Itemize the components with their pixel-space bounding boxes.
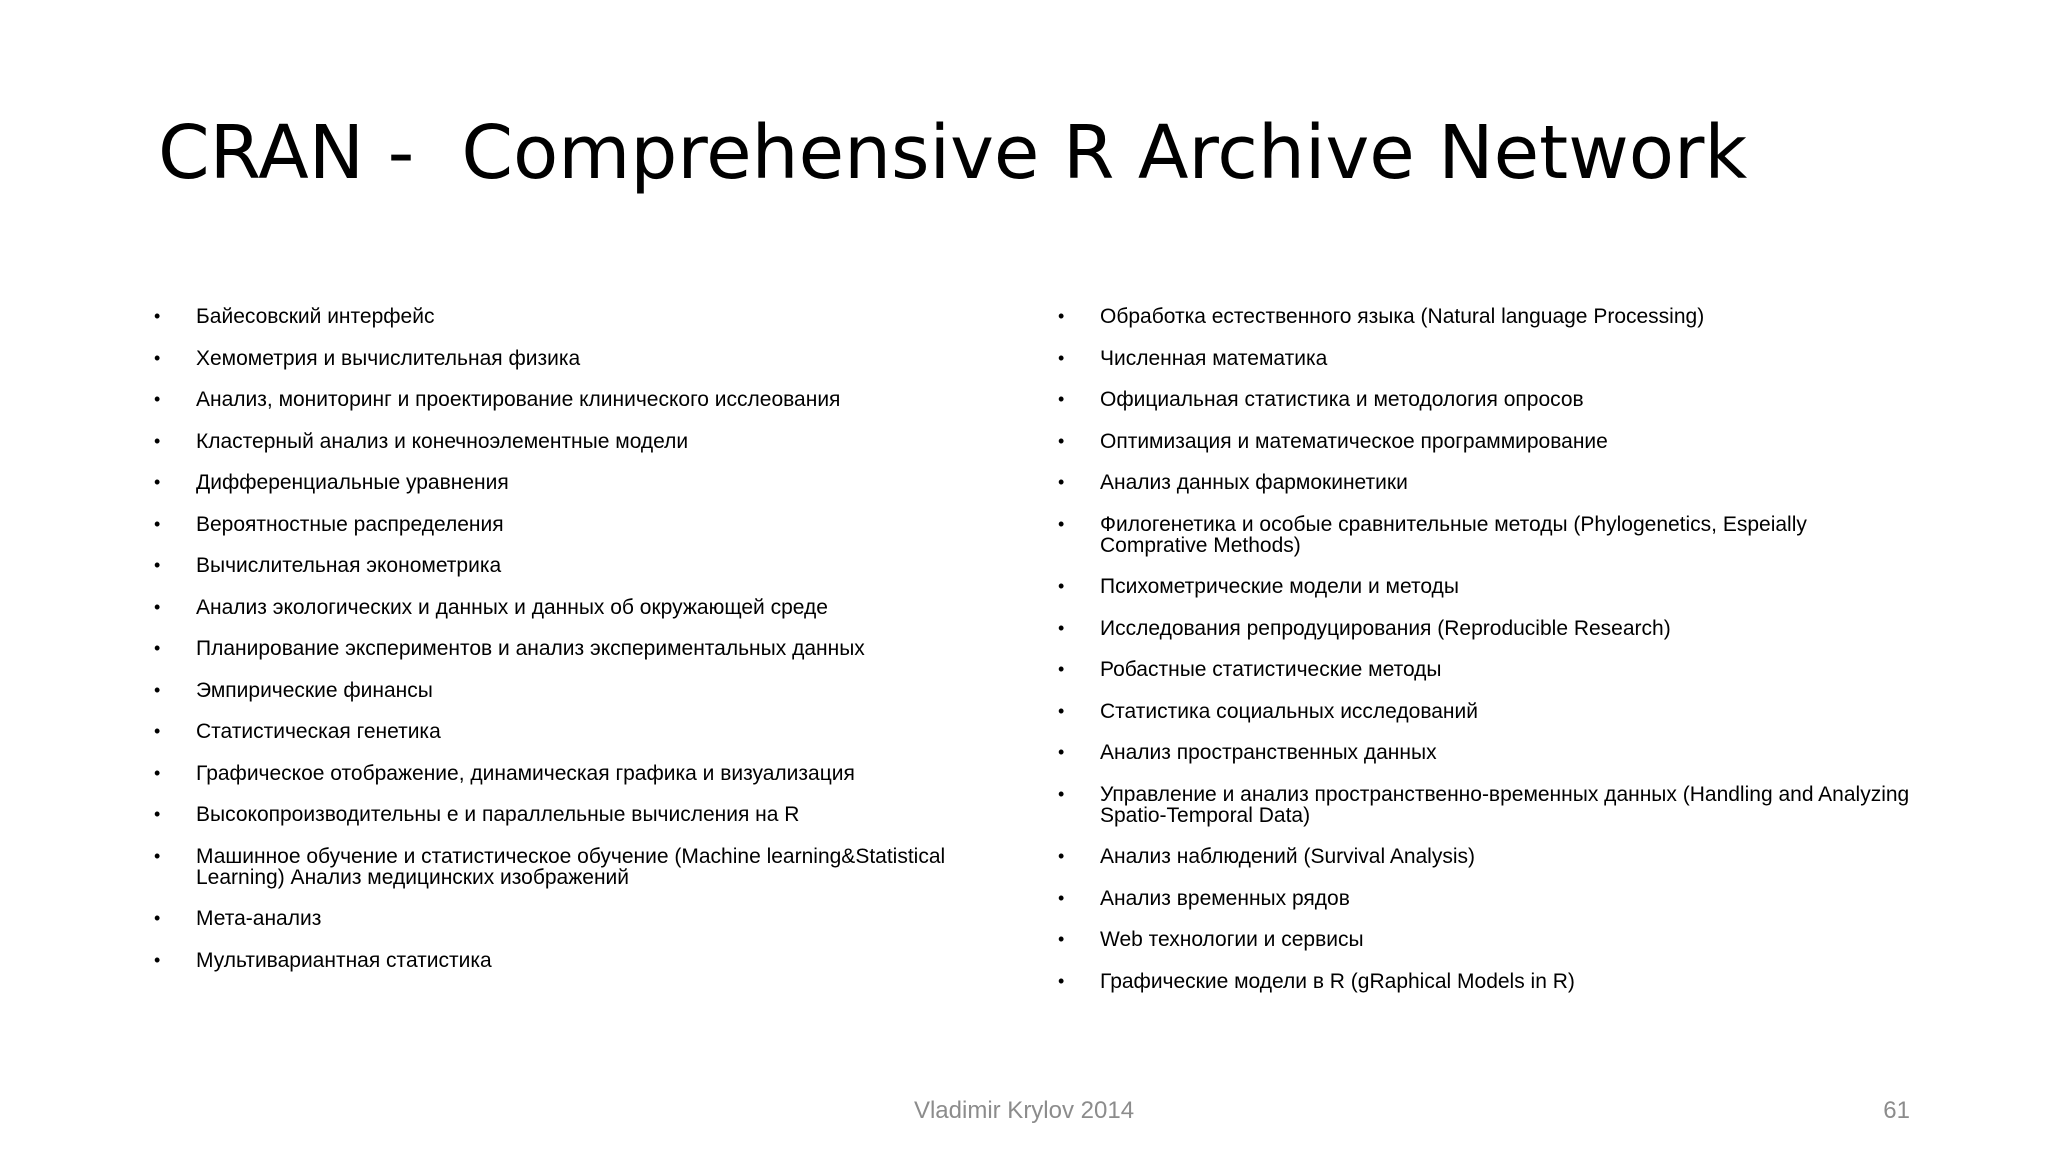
- list-item-text: Эмпирические финансы: [196, 678, 433, 702]
- bullet-icon: •: [1058, 576, 1065, 596]
- bullet-icon: •: [154, 513, 161, 534]
- bullet-icon: •: [1058, 846, 1065, 866]
- bullet-icon: •: [154, 721, 161, 741]
- list-item-text: Исследования репродуцирования (Reproducible Research): [1100, 616, 1671, 640]
- list-item-text: Обработка естественного языка (Natural language Processing): [1100, 305, 1705, 328]
- list-item: [1058, 472, 1918, 493]
- list-item-text: Хемометрия и вычислительная физика: [196, 346, 581, 370]
- list-item: [154, 431, 1024, 452]
- list-item-text: Графическое отображение, динамическая графика и визуализация: [196, 761, 855, 785]
- list-item-text: Статистическая генетика: [196, 720, 441, 743]
- list-item-text: Вероятностные распределения: [196, 512, 504, 536]
- list-item-text: Web технологии и сервисы: [1100, 928, 1364, 951]
- list-item: [1058, 431, 1918, 452]
- list-item-text: Машинное обучение и статистическое обучение (Machine learning&Statistical Learning) Анализ медицинских изображений: [196, 844, 946, 889]
- bullet-icon: •: [154, 949, 161, 970]
- list-item-text: Управление и анализ пространственно-временных данных (Handling and Analyzing Spatio-Temporal Data): [1100, 782, 1910, 827]
- list-item: [154, 680, 1024, 701]
- list-item-text: Анализ наблюдений (Survival Analysis): [1100, 845, 1476, 868]
- right-bullet-list: [1058, 306, 1918, 1012]
- list-item-text: Анализ, мониторинг и проектирование клинического исслеования: [196, 388, 841, 411]
- bullet-icon: •: [154, 762, 161, 783]
- list-item-text: Официальная статистика и методология опросов: [1100, 388, 1584, 411]
- bullet-icon: •: [1058, 430, 1065, 451]
- list-item: [1058, 701, 1918, 722]
- bullet-icon: •: [1058, 306, 1065, 326]
- bullet-icon: •: [1058, 347, 1065, 368]
- list-item: [154, 908, 1024, 929]
- list-item-text: Высокопроизводительны е и параллельные вычисления на R: [196, 803, 800, 826]
- slide-title: CRAN - Comprehensive R Archive Network: [158, 110, 1748, 196]
- bullet-icon: •: [1058, 389, 1065, 409]
- bullet-icon: •: [154, 804, 161, 824]
- list-item-text: Оптимизация и математическое программирование: [1100, 429, 1608, 453]
- list-item-text: Психометрические модели и методы: [1100, 575, 1459, 598]
- list-item-text: Графические модели в R (gRaphical Models in R): [1100, 969, 1575, 993]
- list-item: [154, 389, 1024, 410]
- bullet-icon: •: [154, 430, 161, 451]
- list-item-text: Робастные статистические методы: [1100, 658, 1442, 681]
- footer-author: Vladimir Krylov 2014: [913, 1097, 1135, 1124]
- list-item: [154, 763, 1024, 784]
- bullet-icon: •: [1058, 472, 1065, 492]
- bullet-icon: •: [154, 555, 161, 575]
- list-item-text: Мета-анализ: [196, 907, 322, 930]
- list-item-text: Мультивариантная статистика: [196, 948, 492, 972]
- bullet-icon: •: [1058, 929, 1065, 949]
- list-item-text: Вычислительная эконометрика: [196, 554, 502, 577]
- list-item: [1058, 306, 1918, 327]
- bullet-icon: •: [1058, 513, 1065, 534]
- list-item-text: Анализ пространственных данных: [1100, 741, 1437, 764]
- list-item: [154, 721, 1024, 742]
- list-item-text: Дифференциальные уравнения: [196, 471, 509, 494]
- list-item: [154, 472, 1024, 493]
- list-item: [154, 597, 1024, 618]
- bullet-icon: •: [1058, 783, 1065, 804]
- list-item: [1058, 576, 1918, 597]
- list-item: [1058, 514, 1918, 556]
- list-item: [1058, 888, 1918, 909]
- list-item: [1058, 971, 1918, 992]
- list-item: [1058, 659, 1918, 680]
- bullet-icon: •: [154, 908, 161, 928]
- list-item: [1058, 618, 1918, 639]
- left-bullet-list: [154, 306, 1024, 991]
- list-item-text: Планирование экспериментов и анализ экспериментальных данных: [196, 637, 865, 660]
- list-item-text: Анализ данных фармокинетики: [1100, 471, 1408, 494]
- bullet-icon: •: [1058, 970, 1065, 991]
- list-item-text: Статистика социальных исследований: [1100, 699, 1478, 723]
- bullet-icon: •: [154, 679, 161, 700]
- list-item: [1058, 389, 1918, 410]
- list-item: [154, 348, 1024, 369]
- bullet-icon: •: [1058, 659, 1065, 679]
- list-item: [1058, 929, 1918, 950]
- bullet-icon: •: [1058, 617, 1065, 638]
- list-item: [1058, 348, 1918, 369]
- list-item-text: Байесовский интерфейс: [196, 305, 435, 328]
- bullet-icon: •: [154, 347, 161, 368]
- list-item-text: Кластерный анализ и конечноэлементные модели: [196, 429, 689, 453]
- list-item-text: Численная математика: [1100, 346, 1328, 370]
- bullet-icon: •: [154, 389, 161, 409]
- list-item: [154, 638, 1024, 659]
- list-item-text: Анализ временных рядов: [1100, 886, 1350, 910]
- list-item: [154, 514, 1024, 535]
- bullet-icon: •: [1058, 700, 1065, 721]
- bullet-icon: •: [1058, 742, 1065, 762]
- list-item: [154, 555, 1024, 576]
- list-item: [154, 846, 1024, 888]
- list-item: [1058, 742, 1918, 763]
- bullet-icon: •: [154, 638, 161, 658]
- list-item: [1058, 846, 1918, 867]
- bullet-icon: •: [154, 306, 161, 326]
- page-number: 61: [1883, 1097, 1910, 1124]
- list-item-text: Филогенетика и особые сравнительные методы (Phylogenetics, Espeially Comprative Methods): [1100, 512, 1807, 557]
- bullet-icon: •: [154, 845, 161, 866]
- list-item-text: Анализ экологических и данных и данных об окружающей среде: [196, 595, 828, 619]
- list-item: [154, 950, 1024, 971]
- list-item: [154, 804, 1024, 825]
- bullet-icon: •: [1058, 887, 1065, 908]
- list-item: [1058, 784, 1918, 826]
- bullet-icon: •: [154, 596, 161, 617]
- bullet-icon: •: [154, 472, 161, 492]
- list-item: [154, 306, 1024, 327]
